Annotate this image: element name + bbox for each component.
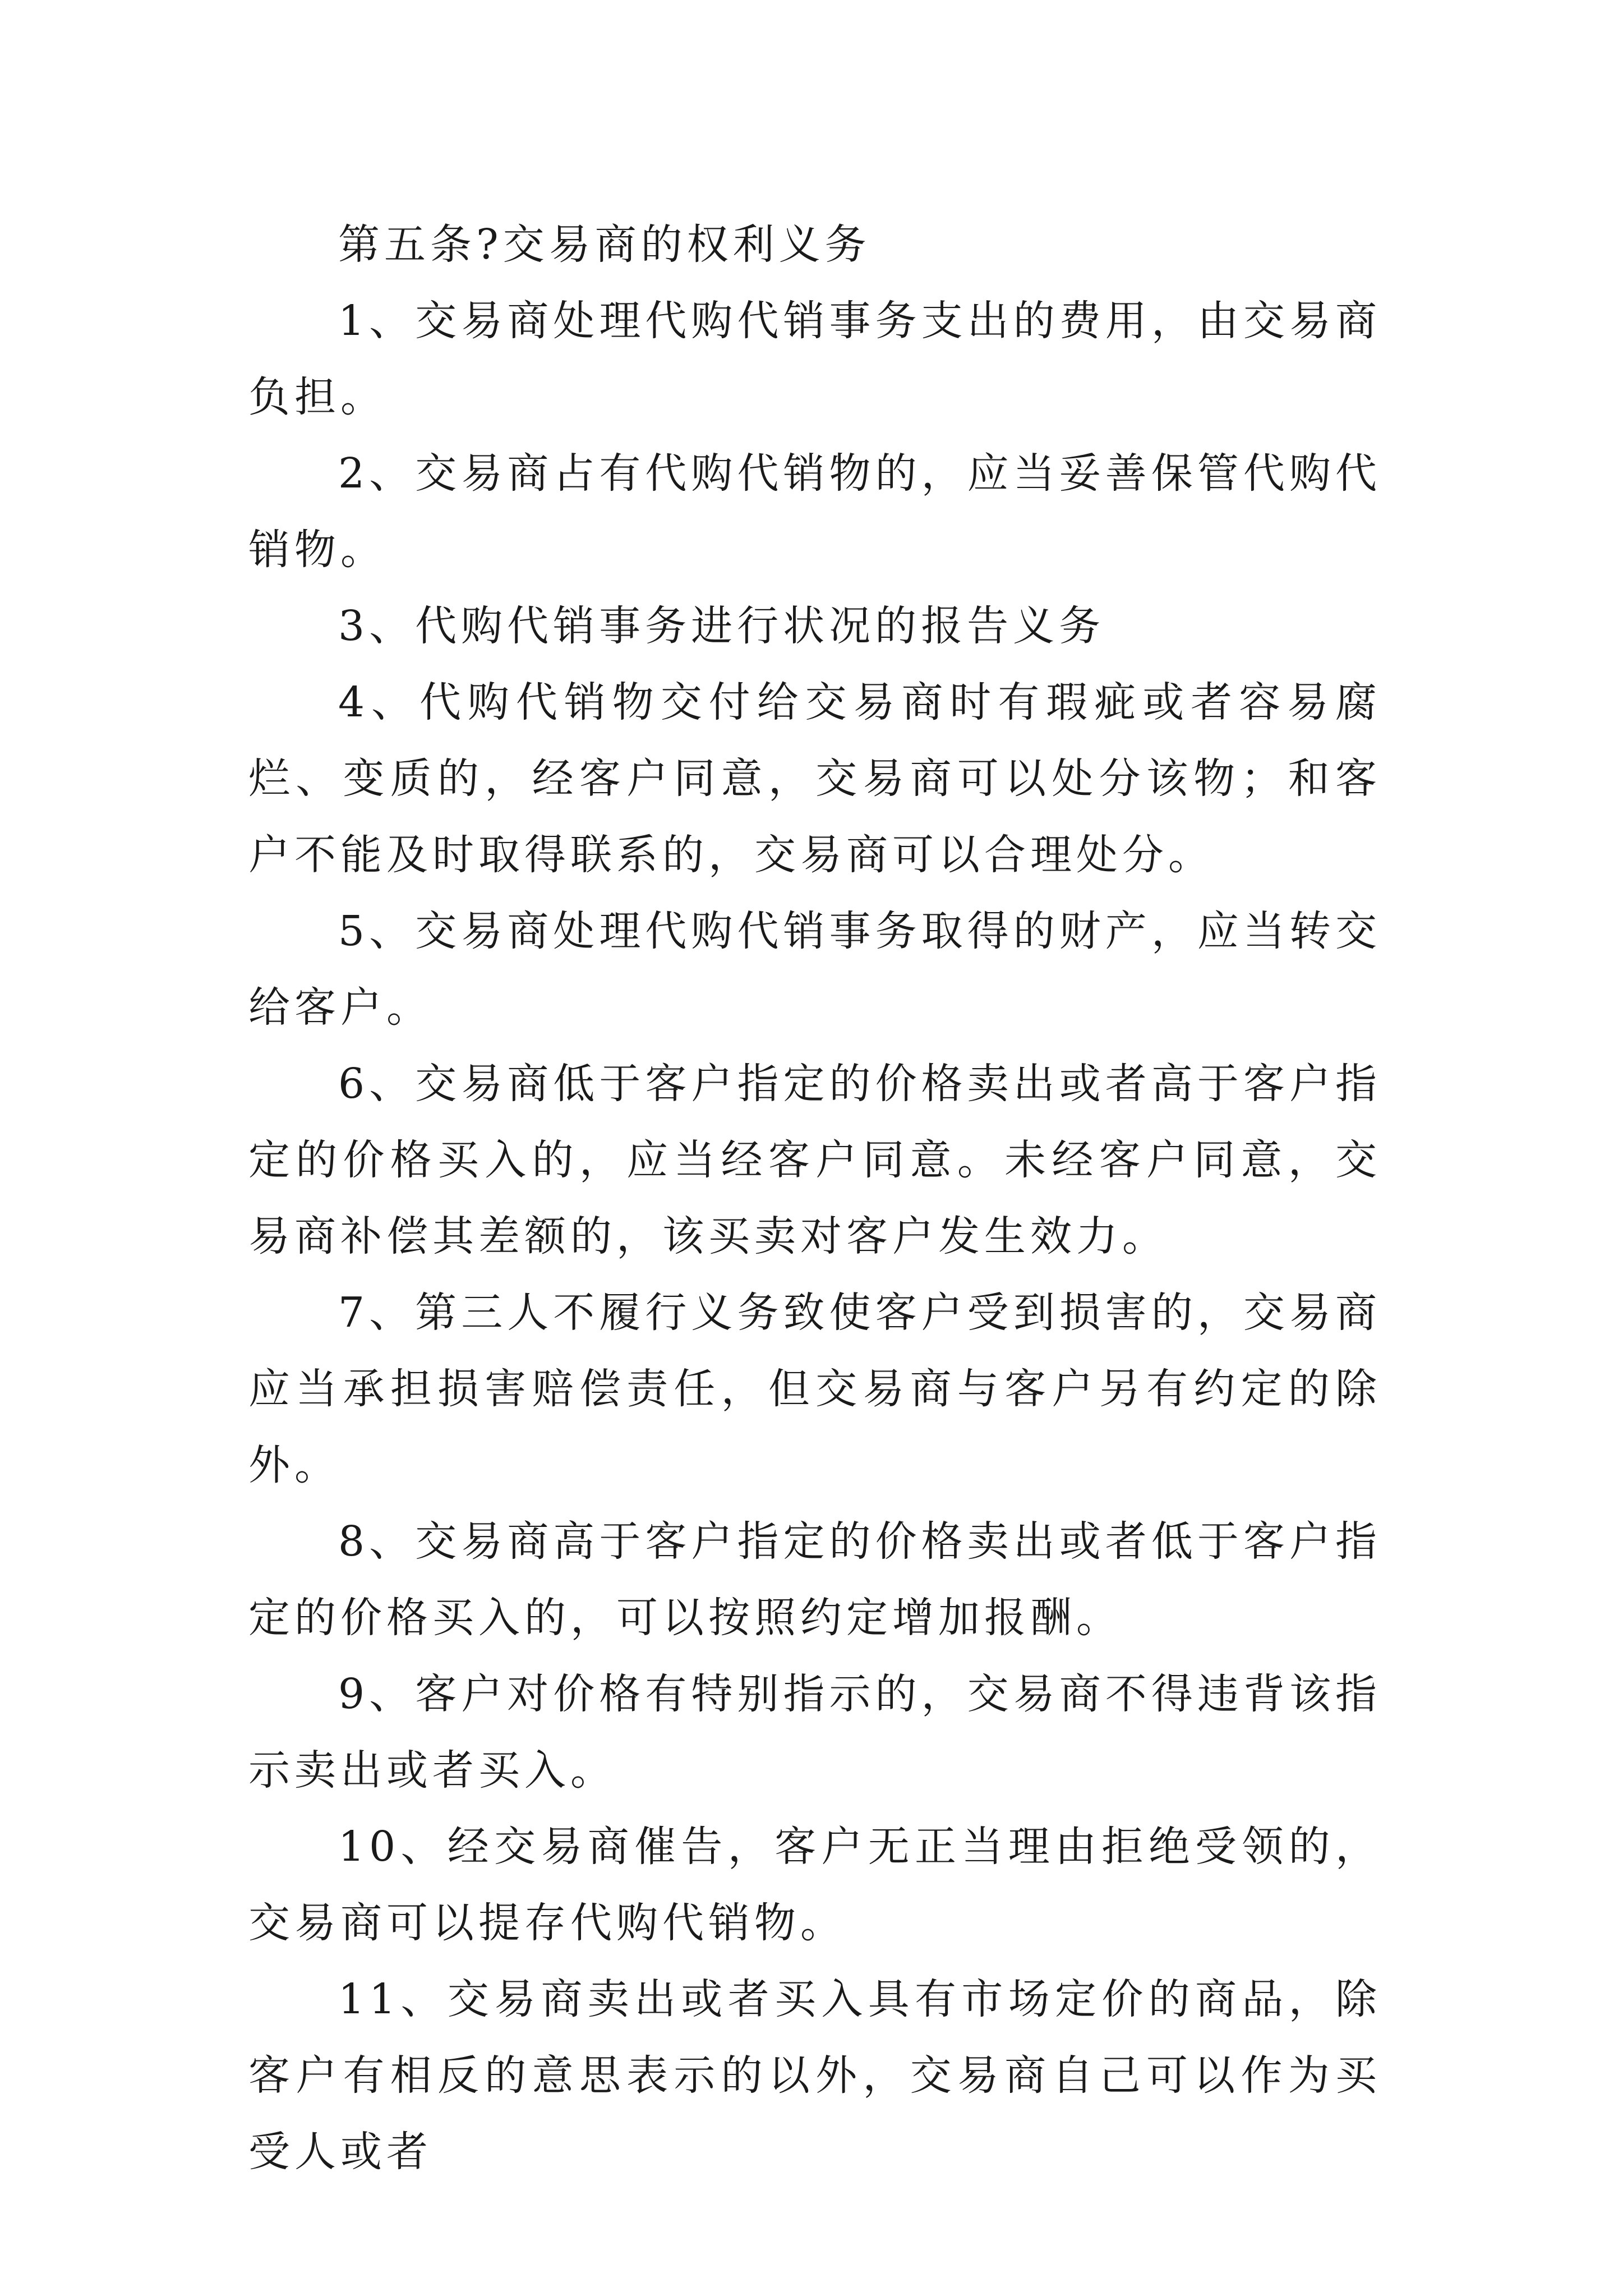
clause-1: 1、交易商处理代购代销事务支出的费用，由交易商负担。 — [248, 297, 1381, 421]
clause-2: 2、交易商占有代购代销物的，应当妥善保管代购代销物。 — [248, 449, 1381, 574]
clause-6: 6、交易商低于客户指定的价格卖出或者高于客户指定的价格买入的，应当经客户同意。未经客户同意，交易商补偿其差额的，该买卖对客户发生效力。 — [248, 1060, 1381, 1260]
clause-5: 5、交易商处理代购代销事务取得的财产，应当转交给客户。 — [248, 907, 1381, 1032]
clause-9: 9、客户对价格有特别指示的，交易商不得违背该指示卖出或者买入。 — [248, 1670, 1381, 1795]
clause-11: 11、交易商卖出或者买入具有市场定价的商品，除客户有相反的意思表示的以外，交易商自己可以作为买受人或者 — [248, 1975, 1381, 2176]
section-heading: 第五条?交易商的权利义务 — [338, 220, 871, 269]
clause-4: 4、代购代销物交付给交易商时有瑕疵或者容易腐烂、变质的，经客户同意，交易商可以处分该物；和客户不能及时取得联系的，交易商可以合理处分。 — [248, 678, 1381, 879]
clause-8: 8、交易商高于客户指定的价格卖出或者低于客户指定的价格买入的，可以按照约定增加报酬。 — [248, 1517, 1381, 1642]
document-page — [248, 206, 1381, 2190]
clause-3: 3、代购代销事务进行状况的报告义务 — [338, 602, 1105, 650]
clause-10: 10、经交易商催告，客户无正当理由拒绝受领的，交易商可以提存代购代销物。 — [248, 1823, 1381, 1947]
clause-7: 7、第三人不履行义务致使客户受到损害的，交易商应当承担损害赔偿责任，但交易商与客户另有约定的除外。 — [248, 1289, 1381, 1489]
